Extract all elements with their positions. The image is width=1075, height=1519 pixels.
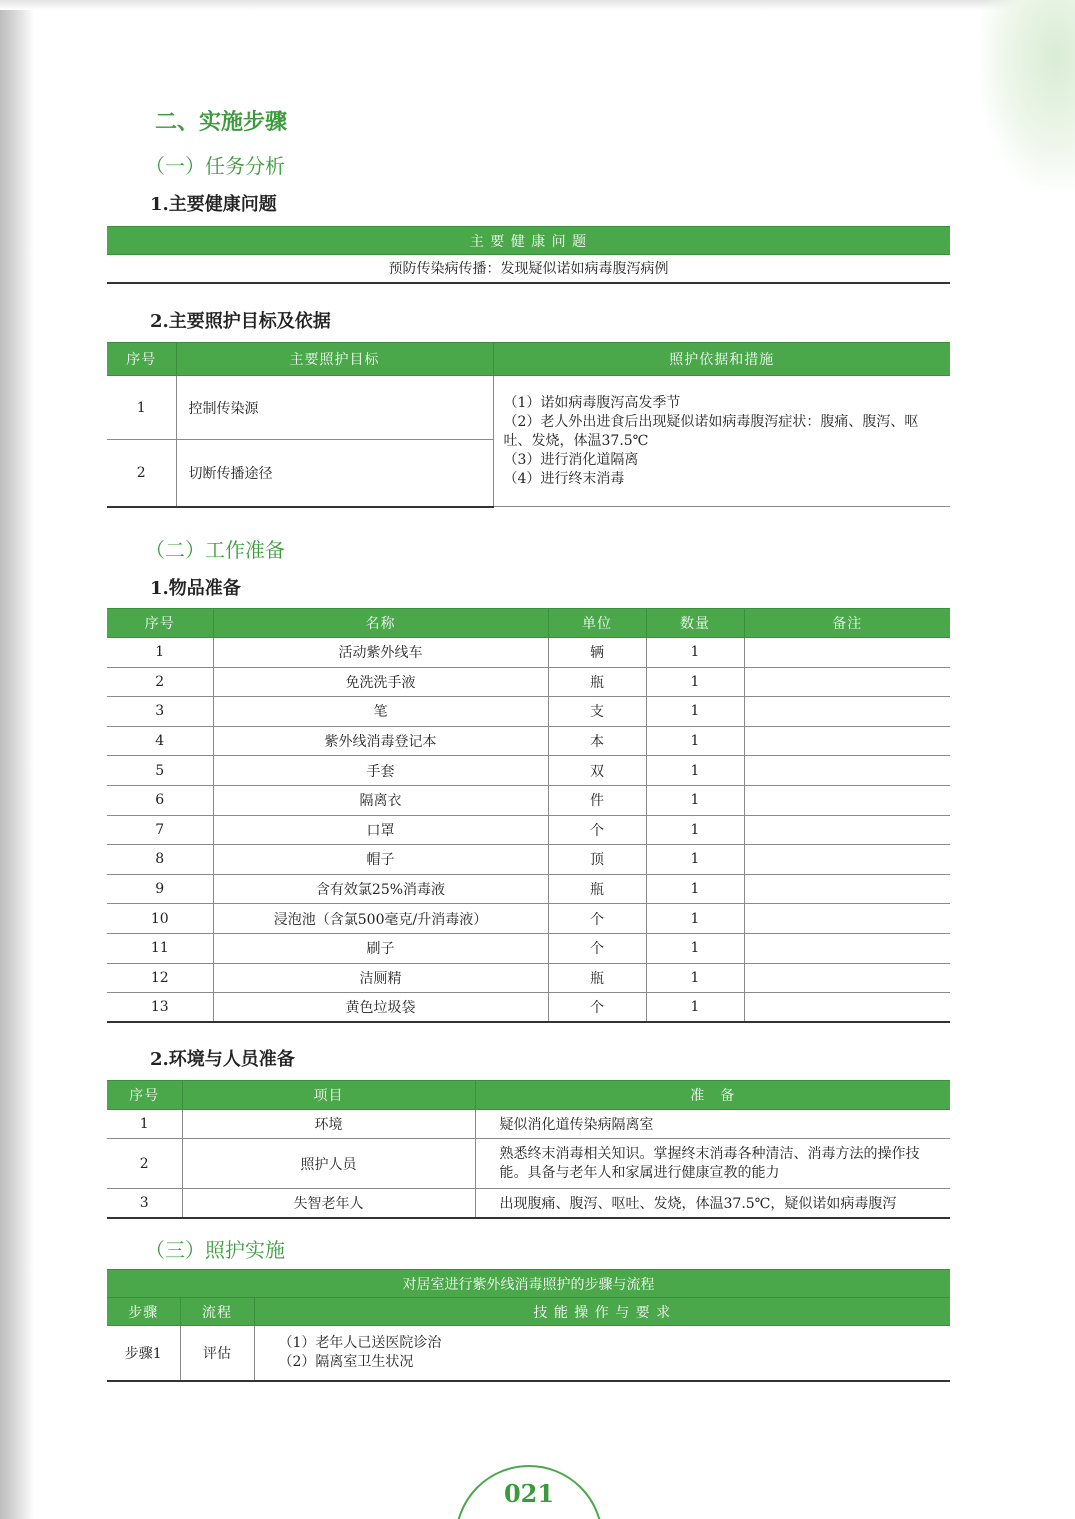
supply-unit: 辆 xyxy=(548,638,646,668)
supplies-table xyxy=(107,608,950,1023)
supply-name: 隔离衣 xyxy=(213,785,548,815)
procedure-table xyxy=(107,1269,950,1382)
supply-unit: 本 xyxy=(548,726,646,756)
supply-qty: 1 xyxy=(646,815,744,845)
supply-note xyxy=(744,756,950,786)
supply-note xyxy=(744,726,950,756)
supplies-header-unit: 单位 xyxy=(548,609,646,638)
supply-name: 紫外线消毒登记本 xyxy=(213,726,548,756)
supply-name: 洁厕精 xyxy=(213,963,548,993)
environment-header-prep: 准 备 xyxy=(475,1081,950,1110)
supply-name: 黄色垃圾袋 xyxy=(213,993,548,1023)
supply-name: 笔 xyxy=(213,697,548,727)
care-goal-name: 控制传染源 xyxy=(176,376,493,440)
care-basis-cell xyxy=(493,376,950,507)
procedure-req-line: （2）隔离室卫生状况 xyxy=(278,1353,414,1370)
environment-prep: 熟悉终末消毒相关知识。掌握终末消毒各种清洁、消毒方法的操作技能。具备与老年人和家属进行健康宣教的能力 xyxy=(475,1139,950,1189)
supply-qty: 1 xyxy=(646,756,744,786)
item-heading-environment: 2.环境与人员准备 xyxy=(150,1049,295,1070)
supply-note xyxy=(744,933,950,963)
supply-name: 刷子 xyxy=(213,933,548,963)
care-basis-line: （3）进行消化道隔离 xyxy=(503,451,639,468)
supply-unit: 个 xyxy=(548,904,646,934)
supply-name: 帽子 xyxy=(213,845,548,875)
supply-qty: 1 xyxy=(646,933,744,963)
environment-no: 3 xyxy=(107,1189,182,1218)
supply-qty: 1 xyxy=(646,638,744,668)
supply-note xyxy=(744,638,950,668)
care-goal-name: 切断传播途径 xyxy=(176,440,493,507)
supply-no: 1 xyxy=(107,638,213,668)
care-goals-header-no: 序号 xyxy=(107,343,176,376)
supply-unit: 顶 xyxy=(548,845,646,875)
supplies-header-qty: 数量 xyxy=(646,609,744,638)
supply-unit: 双 xyxy=(548,756,646,786)
page-top-edge xyxy=(0,0,1075,10)
procedure-flow: 评估 xyxy=(180,1326,254,1381)
supply-unit: 个 xyxy=(548,993,646,1023)
supply-qty: 1 xyxy=(646,993,744,1023)
supply-note xyxy=(744,963,950,993)
section-heading: 二、实施步骤 xyxy=(155,109,288,135)
environment-item: 失智老年人 xyxy=(182,1189,475,1218)
health-problem-cell: 预防传染病传播：发现疑似诺如病毒腹泻病例 xyxy=(107,255,950,283)
supply-name: 口罩 xyxy=(213,815,548,845)
supply-qty: 1 xyxy=(646,667,744,697)
supply-unit: 支 xyxy=(548,697,646,727)
supply-note xyxy=(744,874,950,904)
environment-no: 1 xyxy=(107,1110,182,1139)
supply-name: 手套 xyxy=(213,756,548,786)
supply-note xyxy=(744,697,950,727)
supply-name: 免洗洗手液 xyxy=(213,667,548,697)
care-goal-no: 2 xyxy=(107,440,176,507)
supply-no: 2 xyxy=(107,667,213,697)
supply-name: 含有效氯25%消毒液 xyxy=(213,874,548,904)
environment-prep: 疑似消化道传染病隔离室 xyxy=(475,1110,950,1139)
supply-name: 浸泡池（含氯500毫克/升消毒液） xyxy=(213,904,548,934)
care-basis-line: （2）老人外出进食后出现疑似诺如病毒腹泻症状：腹痛、腹泻、呕吐、发烧，体温37.5℃ xyxy=(503,413,919,449)
procedure-header-step: 步骤 xyxy=(107,1298,180,1326)
subsection-task-analysis: （一）任务分析 xyxy=(145,154,285,178)
supplies-header-name: 名称 xyxy=(213,609,548,638)
supply-note xyxy=(744,904,950,934)
page-number: 021 xyxy=(503,1479,555,1508)
supply-no: 12 xyxy=(107,963,213,993)
supply-unit: 瓶 xyxy=(548,667,646,697)
care-goals-table xyxy=(107,342,950,508)
item-heading-supplies: 1.物品准备 xyxy=(150,578,241,599)
procedure-req-line: （1）老年人已送医院诊治 xyxy=(278,1334,442,1351)
supply-unit: 个 xyxy=(548,815,646,845)
supply-no: 10 xyxy=(107,904,213,934)
supply-unit: 瓶 xyxy=(548,874,646,904)
environment-item: 环境 xyxy=(182,1110,475,1139)
supply-no: 5 xyxy=(107,756,213,786)
environment-header-item: 项目 xyxy=(182,1081,475,1110)
supply-note xyxy=(744,667,950,697)
supply-qty: 1 xyxy=(646,874,744,904)
item-heading-care-goals: 2.主要照护目标及依据 xyxy=(150,311,331,332)
supply-qty: 1 xyxy=(646,697,744,727)
environment-table xyxy=(107,1080,950,1219)
environment-item: 照护人员 xyxy=(182,1139,475,1189)
supply-name: 活动紫外线车 xyxy=(213,638,548,668)
procedure-header-flow: 流程 xyxy=(180,1298,254,1326)
environment-no: 2 xyxy=(107,1139,182,1189)
page-corner-decoration xyxy=(980,0,1075,190)
subsection-care-implementation: （三）照护实施 xyxy=(145,1238,285,1262)
health-problem-header: 主 要 健 康 问 题 xyxy=(107,227,950,255)
supply-note xyxy=(744,845,950,875)
subsection-work-prep: （二）工作准备 xyxy=(145,538,285,562)
supplies-header-no: 序号 xyxy=(107,609,213,638)
environment-prep: 出现腹痛、腹泻、呕吐、发烧，体温37.5℃，疑似诺如病毒腹泻 xyxy=(475,1189,950,1218)
care-goals-header-goal: 主要照护目标 xyxy=(176,343,493,376)
page-number-badge xyxy=(455,1465,603,1519)
supplies-header-note: 备注 xyxy=(744,609,950,638)
supply-no: 8 xyxy=(107,845,213,875)
supply-unit: 个 xyxy=(548,933,646,963)
supply-no: 4 xyxy=(107,726,213,756)
care-goals-header-basis: 照护依据和措施 xyxy=(493,343,950,376)
procedure-reqs-cell xyxy=(254,1326,950,1381)
supply-qty: 1 xyxy=(646,726,744,756)
environment-header-no: 序号 xyxy=(107,1081,182,1110)
supply-note xyxy=(744,785,950,815)
procedure-header-reqs: 技 能 操 作 与 要 求 xyxy=(254,1298,950,1326)
supply-no: 3 xyxy=(107,697,213,727)
care-goal-no: 1 xyxy=(107,376,176,440)
supply-no: 7 xyxy=(107,815,213,845)
page-binding-shadow xyxy=(0,0,34,1519)
supply-qty: 1 xyxy=(646,963,744,993)
supply-note xyxy=(744,815,950,845)
supply-no: 9 xyxy=(107,874,213,904)
care-basis-line: （4）进行终末消毒 xyxy=(503,470,625,487)
procedure-title: 对居室进行紫外线消毒照护的步骤与流程 xyxy=(107,1270,950,1298)
item-heading-health-problems: 1.主要健康问题 xyxy=(150,194,277,215)
supply-no: 11 xyxy=(107,933,213,963)
supply-unit: 瓶 xyxy=(548,963,646,993)
supply-no: 13 xyxy=(107,993,213,1023)
supply-qty: 1 xyxy=(646,904,744,934)
health-problem-table xyxy=(107,226,950,284)
care-basis-line: （1）诺如病毒腹泻高发季节 xyxy=(503,394,681,411)
supply-qty: 1 xyxy=(646,845,744,875)
supply-no: 6 xyxy=(107,785,213,815)
supply-qty: 1 xyxy=(646,785,744,815)
supply-note xyxy=(744,993,950,1023)
procedure-step: 步骤1 xyxy=(107,1326,180,1381)
supply-unit: 件 xyxy=(548,785,646,815)
